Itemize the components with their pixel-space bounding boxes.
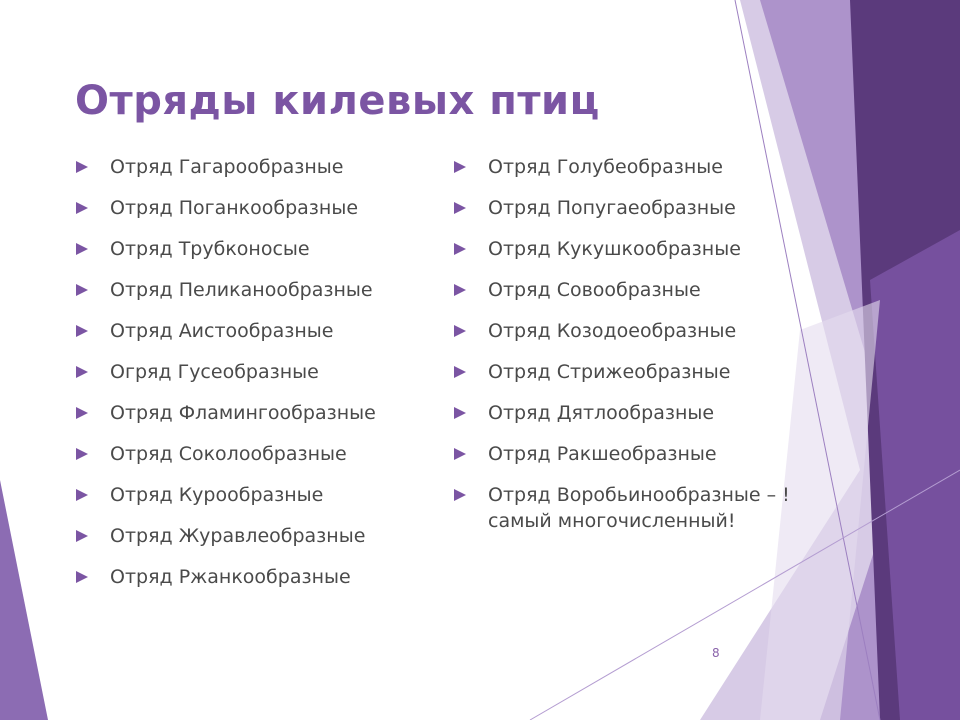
right-bullet-list [452, 154, 797, 549]
list-item-text: Отряд Поганкообразные [110, 197, 359, 219]
list-item [74, 564, 376, 590]
right-triangle-icon [454, 284, 466, 296]
list-item-text: Отряд Трубконосые [110, 238, 310, 260]
slide-title: Отряды килевых птиц [75, 78, 600, 124]
list-item [452, 359, 797, 385]
list-item-text: Отряд Курообразные [110, 484, 324, 506]
list-item-text: Отряд Соколообразные [110, 443, 347, 465]
list-item-text: Отряд Журавлеобразные [110, 525, 366, 547]
page-number: 8 [712, 646, 720, 660]
list-item [74, 195, 376, 221]
list-item-text: Отряд Дятлообразные [488, 402, 715, 424]
right-triangle-icon [76, 325, 88, 337]
list-item [452, 400, 797, 426]
list-item [452, 277, 797, 303]
list-item-text: Отряд Кукушкообразные [488, 238, 741, 260]
right-triangle-icon [454, 448, 466, 460]
list-item [74, 359, 376, 385]
list-item [74, 523, 376, 549]
right-triangle-icon [454, 202, 466, 214]
list-item-text: Отряд Фламингообразные [110, 402, 376, 424]
right-triangle-icon [76, 407, 88, 419]
right-triangle-icon [454, 325, 466, 337]
right-triangle-icon [454, 407, 466, 419]
right-triangle-icon [76, 448, 88, 460]
list-item [74, 154, 376, 180]
list-item [452, 236, 797, 262]
right-triangle-icon [76, 530, 88, 542]
right-triangle-icon [76, 202, 88, 214]
list-item [74, 318, 376, 344]
list-item [452, 195, 797, 221]
left-bullet-list [74, 154, 376, 605]
list-item [452, 441, 797, 467]
right-triangle-icon [454, 366, 466, 378]
list-item-text: Огряд Гусеобразные [110, 361, 319, 383]
list-item [452, 318, 797, 344]
list-item-text: Отряд Ржанкообразные [110, 566, 351, 588]
right-triangle-icon [454, 489, 466, 501]
list-item [74, 277, 376, 303]
list-item-text: Отряд Воробьинообразные – !самый многочисленный! [488, 484, 790, 532]
list-item-text: Отряд Совообразные [488, 279, 701, 301]
list-item [74, 482, 376, 508]
right-triangle-icon [76, 243, 88, 255]
right-triangle-icon [76, 571, 88, 583]
list-item [74, 236, 376, 262]
right-triangle-icon [76, 366, 88, 378]
right-triangle-icon [454, 161, 466, 173]
deco-shape-bottom-left [0, 480, 48, 720]
list-item-text: Отряд Голубеобразные [488, 156, 723, 178]
list-item-text: Отряд Стрижеобразные [488, 361, 731, 383]
right-triangle-icon [76, 161, 88, 173]
right-triangle-icon [454, 243, 466, 255]
list-item-text: Отряд Пеликанообразные [110, 279, 373, 301]
list-item-text: Отряд Козодоеобразные [488, 320, 737, 342]
list-item [74, 441, 376, 467]
list-item-text: Отряд Попугаеобразные [488, 197, 736, 219]
list-item [74, 400, 376, 426]
right-triangle-icon [76, 284, 88, 296]
list-item [452, 154, 797, 180]
list-item-text: Отряд Аистообразные [110, 320, 334, 342]
list-item-text: Отряд Гагарообразные [110, 156, 344, 178]
right-triangle-icon [76, 489, 88, 501]
list-item [452, 482, 797, 534]
list-item-text: Отряд Ракшеобразные [488, 443, 717, 465]
